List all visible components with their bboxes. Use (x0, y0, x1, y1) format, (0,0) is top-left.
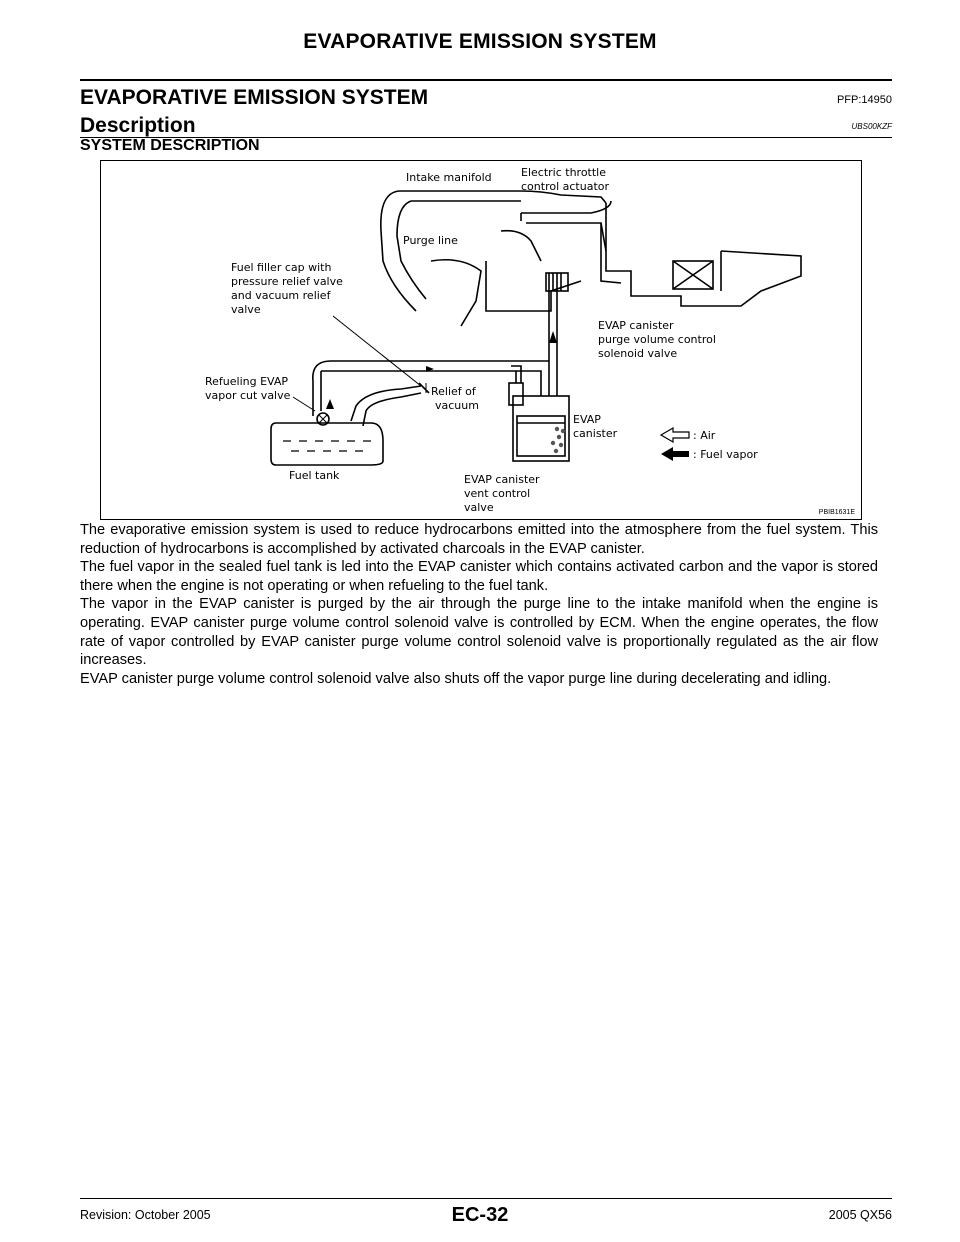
body-text (80, 521, 878, 688)
label-throttle-line-1: Electric throttle (521, 166, 607, 179)
section-title: EVAPORATIVE EMISSION SYSTEM (80, 86, 429, 109)
footer-revision: Revision: October 2005 (80, 1208, 211, 1222)
figure-code: PBIB1631E (818, 509, 855, 516)
label-fuel-tank: Fuel tank (289, 469, 340, 482)
label-relief-line-2: vacuum (435, 399, 479, 412)
label-purge-line: Purge line (403, 234, 458, 247)
label-filler-line-2: pressure relief valve (231, 275, 343, 288)
air-arrow-icon (661, 428, 689, 442)
header-rule (80, 79, 892, 81)
paragraph: The evaporative emission system is used to reduce hydrocarbons emitted into the atmosphere from the fuel system. This reduction of hydrocarbons is accomplished by activated charcoals in the EVAP canister. (80, 522, 878, 557)
paragraph: The vapor in the EVAP canister is purged by the air through the purge line to the intake manifold when the engine is operating. EVAP canister purge volume control solenoid valve is controlled by ECM. When the engine operates, the flow rate of vapor controlled by EVAP canister purge volume control solenoid valve is proportionally regulated as the air flow increases. (80, 596, 878, 669)
paragraph: The fuel vapor in the sealed fuel tank is led into the EVAP canister which contains activated carbon and the vapor is stored there when the engine is not operating or when refueling to the fuel tank. (80, 559, 878, 594)
label-refuel-line-2: vapor cut valve (205, 389, 291, 402)
diagram-drawing (101, 161, 861, 519)
subsection-title: SYSTEM DESCRIPTION (80, 137, 260, 154)
label-purge-valve-line-2: purge volume control (598, 333, 716, 346)
label-vent-line-2: vent control (464, 487, 531, 500)
footer-page-number: EC-32 (451, 1204, 509, 1226)
label-relief-line-1: Relief of (431, 385, 476, 398)
label-filler-line-3: and vacuum relief (231, 289, 331, 302)
paragraph: EVAP canister purge volume control solenoid valve also shuts off the vapor purge line during decelerating and idling. (80, 670, 832, 687)
label-intake-manifold: Intake manifold (406, 171, 492, 184)
label-filler-line-1: Fuel filler cap with (231, 261, 332, 274)
label-vent-line-3: valve (464, 501, 494, 514)
label-purge-valve-line-3: solenoid valve (598, 347, 678, 360)
label-fuel-vapor-legend: : Fuel vapor (693, 448, 758, 461)
label-filler-line-4: valve (231, 303, 261, 316)
label-canister-line-2: canister (573, 427, 618, 440)
label-purge-valve-line-1: EVAP canister (598, 319, 674, 332)
label-throttle-line-2: control actuator (521, 180, 610, 193)
footer-model: 2005 QX56 (828, 1208, 892, 1222)
description-title: Description (80, 114, 196, 137)
label-refuel-line-1: Refueling EVAP (205, 375, 289, 388)
evap-system-diagram (100, 160, 862, 520)
label-air-legend: : Air (693, 429, 716, 442)
page-header-title: EVAPORATIVE EMISSION SYSTEM (303, 30, 657, 53)
footer-rule (80, 1198, 892, 1199)
fuel-vapor-arrow-icon (661, 447, 689, 461)
description-code: UBS00KZF (851, 122, 892, 131)
section-code: PFP:14950 (836, 94, 892, 106)
label-canister-line-1: EVAP (573, 413, 601, 426)
label-vent-line-1: EVAP canister (464, 473, 540, 486)
